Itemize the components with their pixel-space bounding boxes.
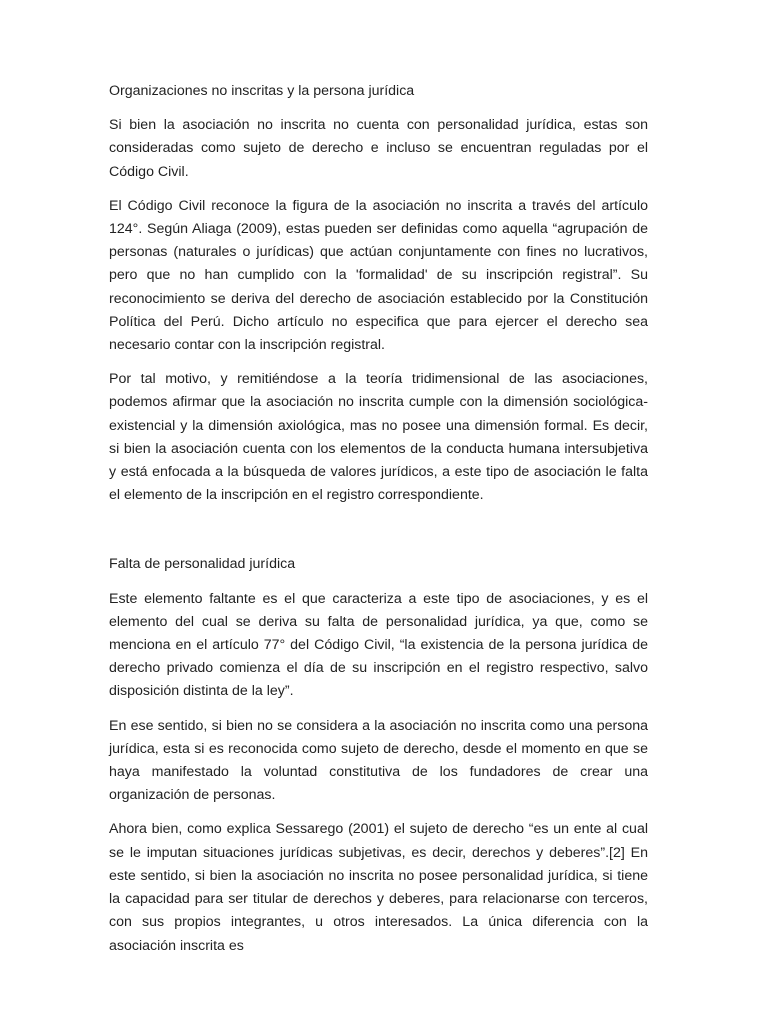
section-heading: Organizaciones no inscritas y la persona jurídica xyxy=(109,83,415,99)
section-heading: Falta de personalidad jurídica xyxy=(109,556,296,573)
section-spacer xyxy=(109,518,648,553)
paragraph: Este elemento faltante es el que caracteriza a este tipo de asociaciones, y es el elemento del cual se deriva su falta de personalidad jurídica, ya que, como se menciona en el artículo 77° del Código Civil, “la existencia de la persona jurídica de derecho privado comienza el día de su inscripción en el registro respectivo, salvo disposición distinta de la ley”. xyxy=(109,590,648,700)
paragraph: En ese sentido, si bien no se considera a la asociación no inscrita como una persona jurídica, esta si es reconocida como sujeto de derecho, desde el momento en que se haya manifestado la voluntad constitutiva de los fundadores de crear una organización de personas. xyxy=(109,717,648,804)
paragraph: El Código Civil reconoce la figura de la asociación no inscrita a través del artículo 124°. Según Aliaga (2009), estas pueden ser definidas como aquella “agrupación de personas (naturales o jurídicas) que actúan conjuntamente con fines no lucrativos, pero que no han cumplido con la 'formalidad' de su inscripción registral”. Su reconocimiento se deriva del derecho de asociación establecido por la Constitución Política del Perú. Dicho artículo no especifica que para ejercer el derecho sea necesario contar con la inscripción registral. xyxy=(109,197,648,354)
paragraph: Ahora bien, como explica Sessarego (2001) el sujeto de derecho “es un ente al cual se le imputan situaciones jurídicas subjetivas, es decir, derechos y deberes”.[2] En este sentido, si bien la asociación no inscrita no posee personalidad jurídica, si tiene la capacidad para ser titular de derechos y deberes, para relacionarse con terceros, con sus propios integrantes, u otros interesados. La única diferencia con la asociación inscrita es xyxy=(109,821,648,954)
paragraph: Por tal motivo, y remitiéndose a la teoría tridimensional de las asociaciones, podemos afirmar que la asociación no inscrita cumple con la dimensión sociológica-existencial y la dimensión axiológica, mas no posee una dimensión formal. Es decir, si bien la asociación cuenta con los elementos de la conducta humana intersubjetiva y está enfocada a la búsqueda de valores jurídicos, a este tipo de asociación le falta el elemento de la inscripción en el registro correspondiente. xyxy=(109,371,648,504)
document-page xyxy=(109,80,648,969)
paragraph: Si bien la asociación no inscrita no cuenta con personalidad jurídica, estas son consideradas como sujeto de derecho e incluso se encuentran reguladas por el Código Civil. xyxy=(109,117,648,180)
